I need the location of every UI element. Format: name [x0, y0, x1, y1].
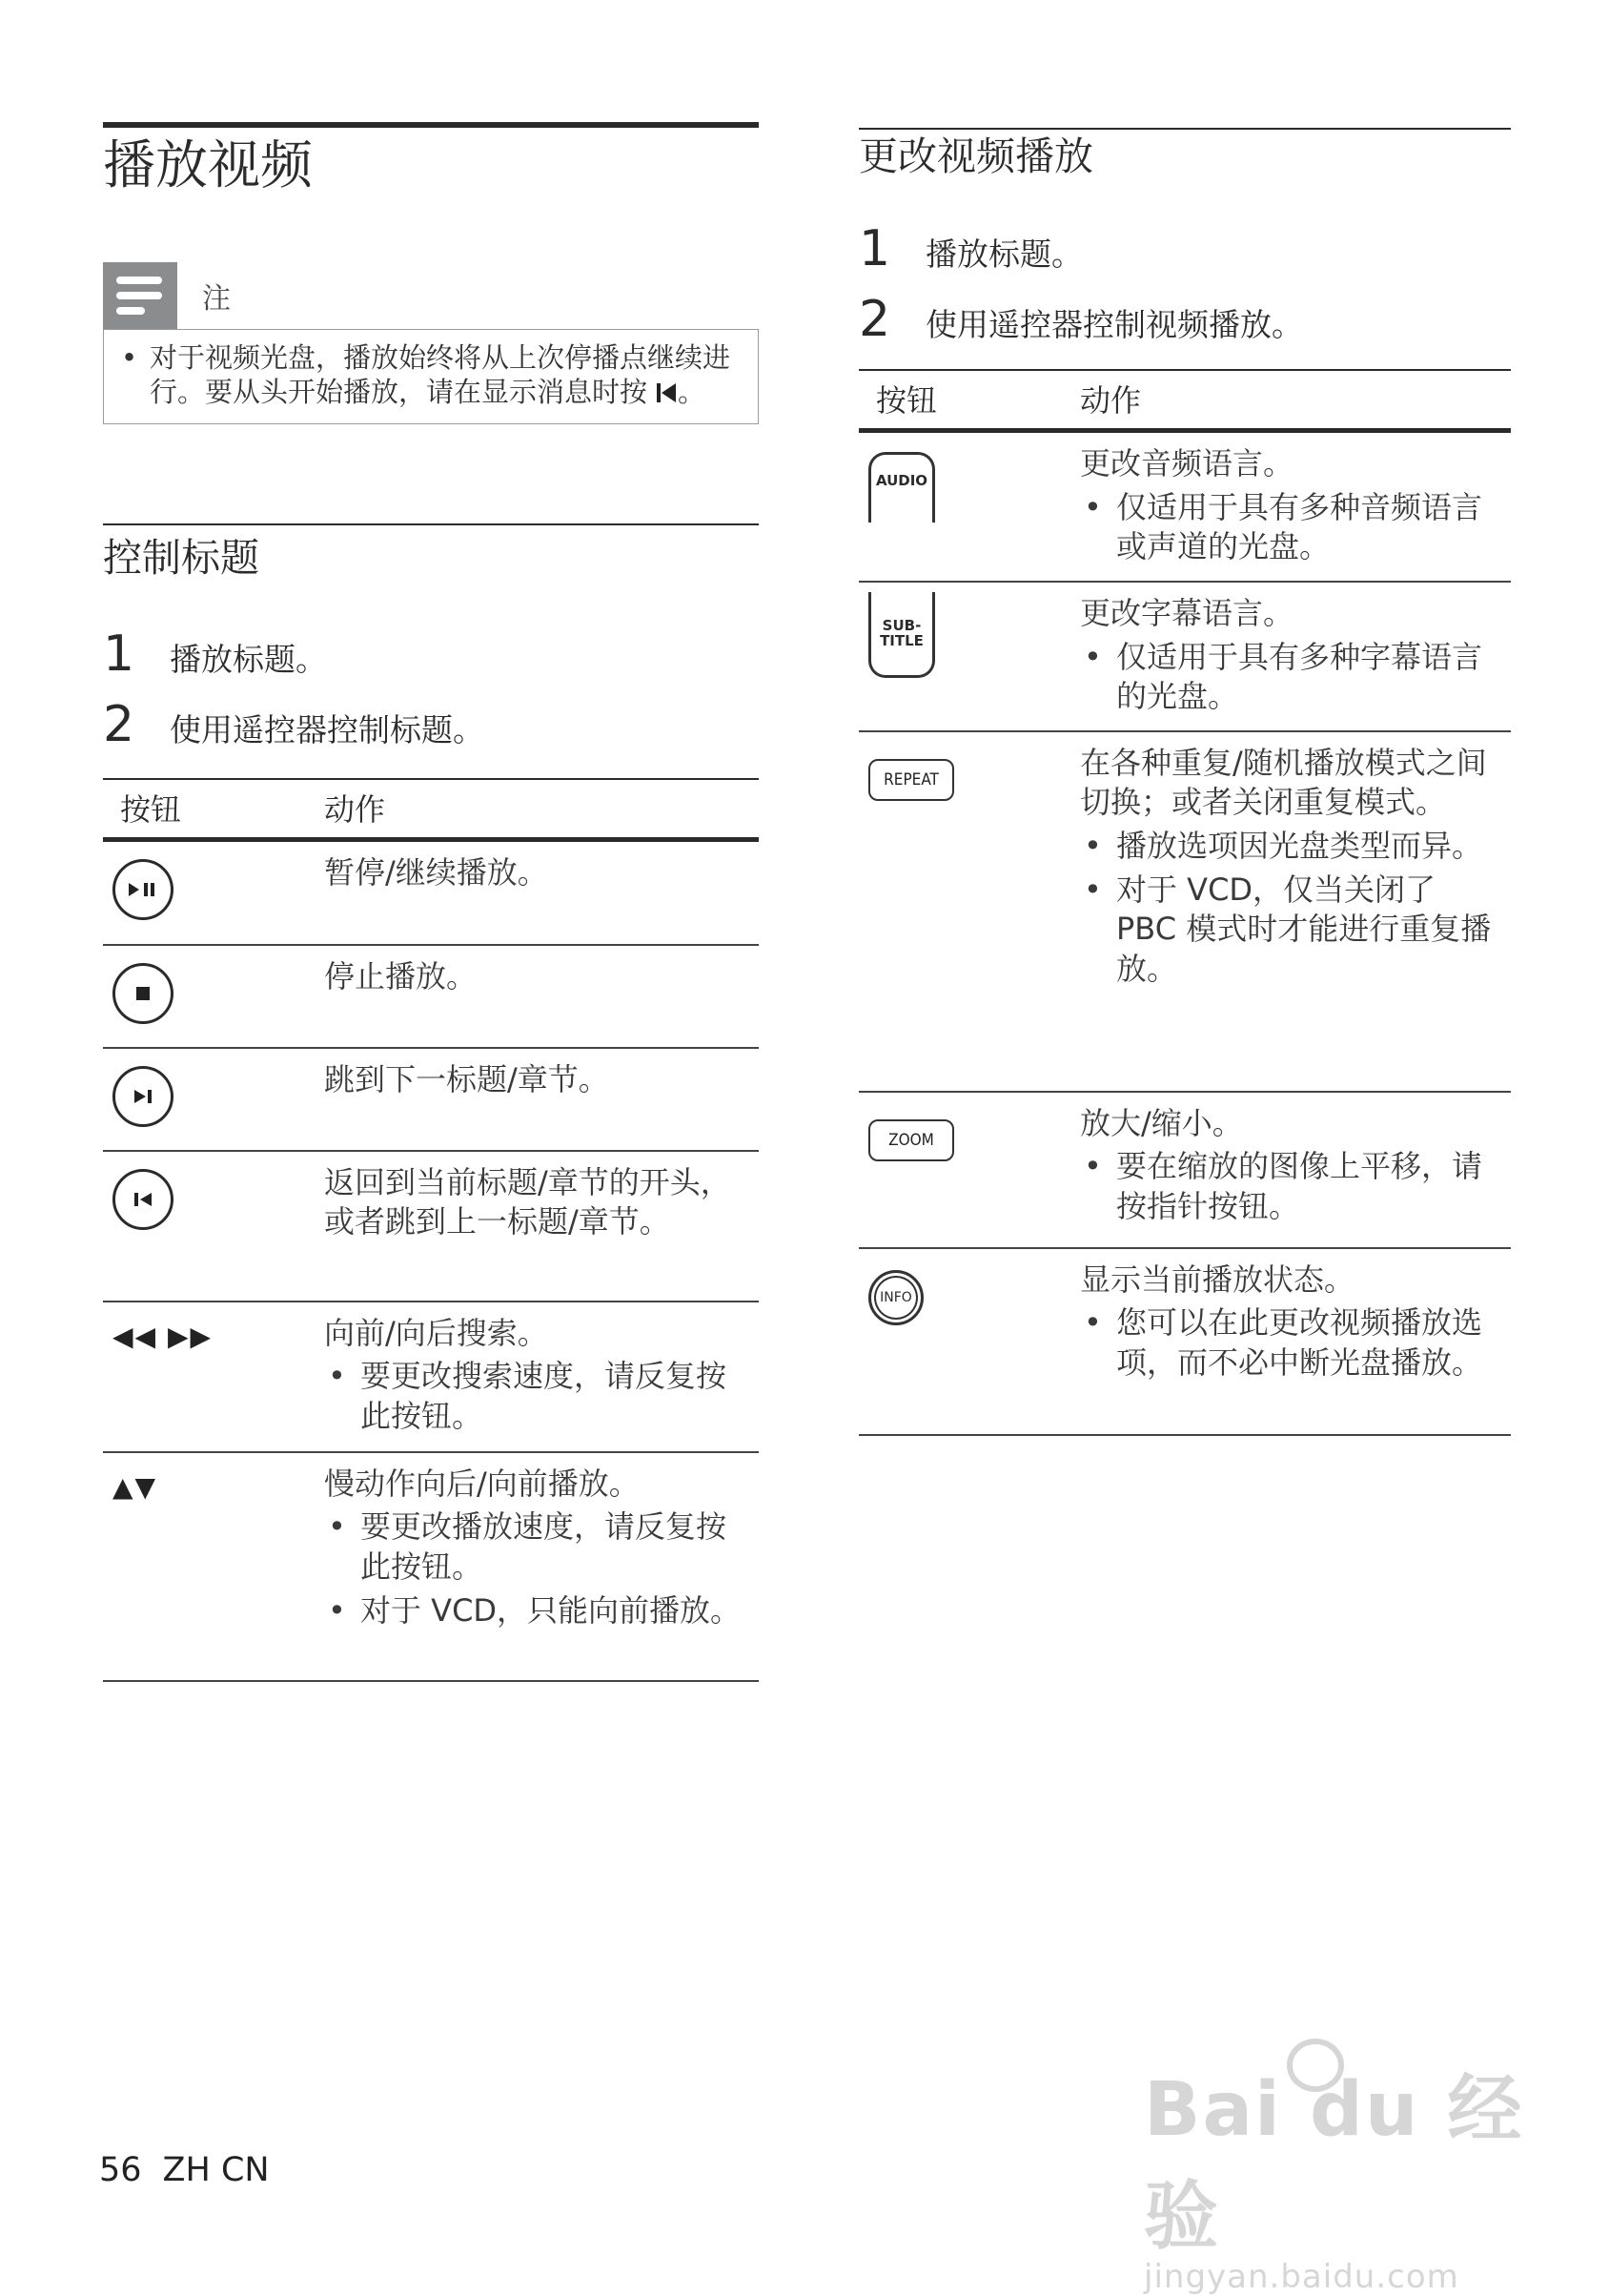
col-action-header: 动作 — [1080, 370, 1511, 431]
table-row — [103, 1302, 759, 1452]
list-item — [324, 1591, 749, 1631]
note-title: 注 — [202, 282, 231, 317]
bullet-list — [1080, 1303, 1501, 1383]
bullet-text: 仅适用于具有多种音频语言或声道的光盘。 — [1116, 488, 1483, 565]
button-cell — [859, 582, 1080, 731]
col-button-header: 按钮 — [103, 779, 324, 840]
step-text: 使用遥控器控制标题。 — [170, 711, 484, 749]
list-item — [324, 1357, 749, 1436]
table-row — [859, 431, 1511, 582]
action-cell — [1080, 582, 1511, 731]
subtitle-line1: SUB- — [882, 616, 922, 634]
bullet: • — [1084, 1304, 1102, 1342]
table-row — [103, 1452, 759, 1681]
table-row — [859, 731, 1511, 1092]
note-header — [103, 262, 759, 329]
action-cell — [324, 1452, 759, 1681]
next-icon — [112, 1066, 173, 1127]
list-item — [1080, 638, 1501, 717]
step-number: 1 — [103, 625, 135, 684]
step-number: 2 — [859, 291, 891, 349]
table-header — [859, 370, 1511, 431]
control-table — [103, 778, 759, 1682]
bullet-list — [1080, 1147, 1501, 1226]
action-text: 向前/向后搜索。 — [324, 1314, 548, 1351]
step — [103, 625, 759, 683]
button-cell — [859, 431, 1080, 582]
action-text: 在各种重复/随机播放模式之间切换；或者关闭重复模式。 — [1080, 744, 1487, 821]
bullet: • — [1084, 638, 1102, 675]
stop-icon — [112, 963, 173, 1024]
table-row — [103, 945, 759, 1048]
bullet-list — [1080, 488, 1501, 567]
previous-icon — [655, 381, 678, 404]
bullet-text: 仅适用于具有多种字幕语言的光盘。 — [1116, 638, 1483, 715]
button-cell — [103, 945, 324, 1048]
bullet: • — [328, 1358, 346, 1395]
table-row — [103, 1048, 759, 1151]
button-cell — [859, 731, 1080, 1092]
subtitle-button-icon — [868, 592, 935, 678]
button-cell — [103, 840, 324, 945]
step-text: 使用遥控器控制视频播放。 — [926, 306, 1303, 344]
previous-icon — [112, 1169, 173, 1230]
button-cell — [103, 1151, 324, 1302]
action-text: 更改音频语言。 — [1080, 445, 1294, 482]
bullet-text: 要更改播放速度，请反复按此按钮。 — [360, 1508, 727, 1586]
step-text: 播放标题。 — [926, 236, 1083, 274]
section-rule — [103, 523, 759, 525]
bullet-text: 播放选项因光盘类型而异。 — [1116, 827, 1483, 864]
step-number: 1 — [859, 220, 891, 278]
bullet-list — [324, 1357, 749, 1436]
table-row — [859, 1248, 1511, 1435]
bullet-list — [1080, 827, 1501, 989]
search-arrows-icon: ◀◀ ▶▶ — [112, 1320, 214, 1352]
bullet-text: 您可以在此更改视频播放选项，而不必中断光盘播放。 — [1116, 1304, 1483, 1381]
paw-icon — [1287, 2039, 1344, 2092]
left-column — [103, 122, 759, 1682]
language-code: ZH CN — [162, 2151, 270, 2189]
bullet: • — [121, 341, 138, 375]
button-cell — [103, 1452, 324, 1681]
table-header — [103, 779, 759, 840]
button-cell — [103, 1048, 324, 1151]
list-item — [1080, 1147, 1501, 1226]
page-footer — [99, 2151, 291, 2189]
action-text: 更改字幕语言。 — [1080, 594, 1294, 631]
watermark-brand: Bai du 经验 — [1144, 2067, 1524, 2260]
note-item — [121, 341, 743, 410]
note-text-wrap — [150, 341, 743, 410]
bullet: • — [328, 1591, 346, 1629]
action-cell — [1080, 731, 1511, 1092]
bullet-text: 对于 VCD，只能向前播放。 — [360, 1591, 742, 1629]
table-row — [103, 1151, 759, 1302]
list-item — [324, 1507, 749, 1587]
step-number: 2 — [103, 696, 135, 754]
steps-list — [103, 625, 759, 753]
info-button-icon: INFO — [868, 1270, 924, 1325]
action-text: 慢动作向后/向前播放。 — [324, 1465, 640, 1502]
page-title: 播放视频 — [103, 134, 314, 195]
action-cell — [324, 1302, 759, 1452]
note-text-end: 。 — [678, 376, 706, 409]
button-cell — [103, 1302, 324, 1452]
action-cell — [1080, 1092, 1511, 1248]
action-cell: 暂停/继续播放。 — [324, 840, 759, 945]
action-cell: 停止播放。 — [324, 945, 759, 1048]
table-row — [103, 840, 759, 945]
section-title: 控制标题 — [103, 535, 259, 582]
button-cell — [859, 1248, 1080, 1435]
watermark-url: jingyan.baidu.com — [1144, 2258, 1459, 2296]
step — [859, 220, 1511, 277]
col-button-header: 按钮 — [859, 370, 1080, 431]
bullet-text: 要在缩放的图像上平移，请按指针按钮。 — [1116, 1148, 1483, 1224]
subtitle-line2: TITLE — [880, 632, 924, 650]
repeat-button-icon: REPEAT — [868, 759, 954, 801]
step — [859, 291, 1511, 348]
bullet-text: 要更改搜索速度，请反复按此按钮。 — [360, 1358, 727, 1435]
play-pause-icon — [112, 859, 173, 920]
step — [103, 696, 759, 753]
bullet-list — [1080, 638, 1501, 717]
bullet-text: 对于 VCD，仅当关闭了 PBC 模式时才能进行重复播放。 — [1116, 871, 1492, 987]
table-row — [859, 582, 1511, 731]
bullet: • — [1084, 827, 1102, 864]
table-row — [859, 1092, 1511, 1248]
action-text: 显示当前播放状态。 — [1080, 1261, 1355, 1298]
section-title: 更改视频播放 — [859, 133, 1093, 179]
title-rule — [103, 122, 759, 128]
bullet: • — [328, 1508, 346, 1546]
action-cell — [1080, 1248, 1511, 1435]
list-item — [1080, 1303, 1501, 1383]
baidu-watermark — [1144, 2050, 1544, 2296]
bullet: • — [1084, 488, 1102, 525]
list-item — [1080, 871, 1501, 990]
note-text: 对于视频光盘，播放始终将从上次停播点继续进行。要从头开始播放，请在显示消息时按 — [150, 341, 731, 409]
note-icon — [103, 262, 177, 329]
audio-button-icon: AUDIO — [868, 452, 935, 523]
slow-motion-arrows-icon: ▲▼ — [112, 1470, 158, 1503]
bullet: • — [1084, 871, 1102, 908]
zoom-button-icon: ZOOM — [868, 1119, 954, 1161]
action-cell — [1080, 431, 1511, 582]
right-column — [859, 128, 1511, 1436]
action-cell: 跳到下一标题/章节。 — [324, 1048, 759, 1151]
button-cell — [859, 1092, 1080, 1248]
bullet: • — [1084, 1148, 1102, 1185]
video-table — [859, 369, 1511, 1436]
bullet-list — [324, 1507, 749, 1630]
list-item — [1080, 827, 1501, 867]
steps-list — [859, 220, 1511, 348]
note-block — [103, 262, 759, 424]
list-item — [1080, 488, 1501, 567]
step-text: 播放标题。 — [170, 641, 327, 679]
col-action-header: 动作 — [324, 779, 759, 840]
page-number: 56 — [99, 2151, 142, 2189]
action-text: 放大/缩小。 — [1080, 1104, 1243, 1141]
note-box — [103, 329, 759, 424]
section-rule — [859, 128, 1511, 130]
action-cell: 返回到当前标题/章节的开头，或者跳到上一标题/章节。 — [324, 1151, 759, 1302]
